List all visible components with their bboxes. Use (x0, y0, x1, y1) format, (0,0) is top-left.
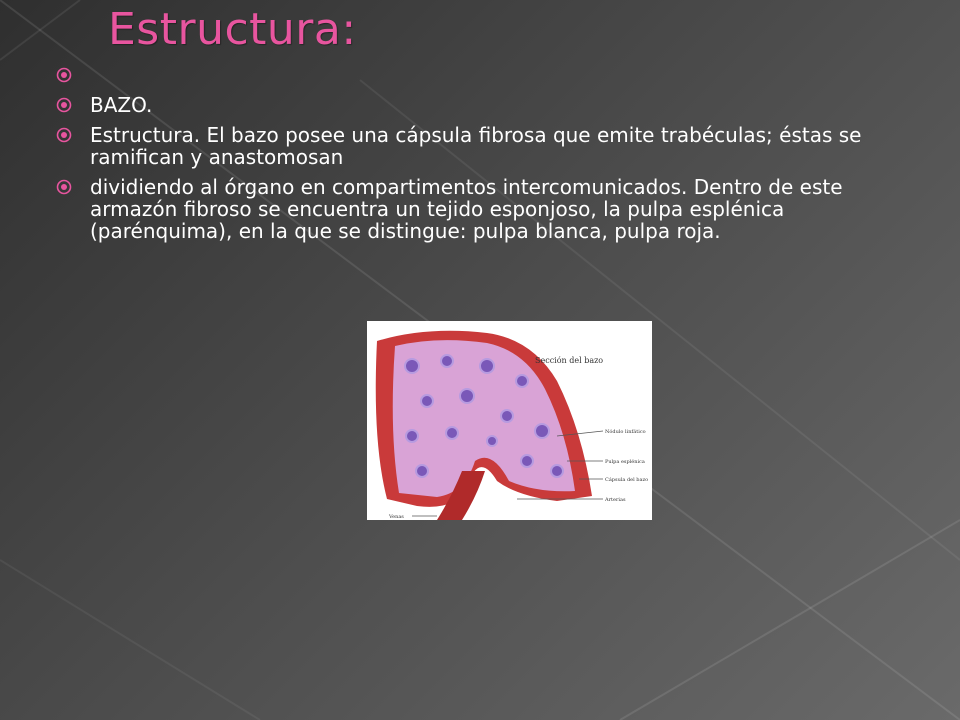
bullet-text: Estructura. El bazo posee una cápsula fibrosa que emite trabéculas; éstas se ramifican y anastomosan (90, 123, 862, 169)
bullet-text: dividiendo al órgano en compartimentos intercomunicados. Dentro de este armazón fibroso se encuentra un tejido esponjoso, la pulpa esplénica (parénquima), en la que se distingue: pulpa blanca, pulpa roja. (90, 175, 843, 243)
bullet-text: BAZO. (90, 93, 153, 117)
label-capsula: Cápsula del bazo (605, 477, 649, 483)
target-bullet-icon (56, 127, 72, 143)
bullet-item (50, 64, 910, 86)
target-bullet-icon (56, 97, 72, 113)
bullet-text (90, 64, 910, 86)
label-vena: Venas (389, 514, 404, 520)
slide-title: Estructura: (108, 4, 357, 55)
bullet-list (50, 64, 910, 250)
label-pulpa: Pulpa esplénica (605, 459, 645, 465)
bullet-item (50, 124, 910, 168)
figure-caption: Sección del bazo (535, 356, 604, 365)
spleen-section-image (367, 321, 652, 520)
target-bullet-icon (56, 179, 72, 195)
bullet-item (50, 176, 910, 242)
bullet-item (50, 94, 910, 116)
label-arteria: Arterias (605, 497, 626, 503)
label-nodulo: Nódulo linfático (605, 429, 646, 435)
target-bullet-icon (56, 67, 72, 83)
